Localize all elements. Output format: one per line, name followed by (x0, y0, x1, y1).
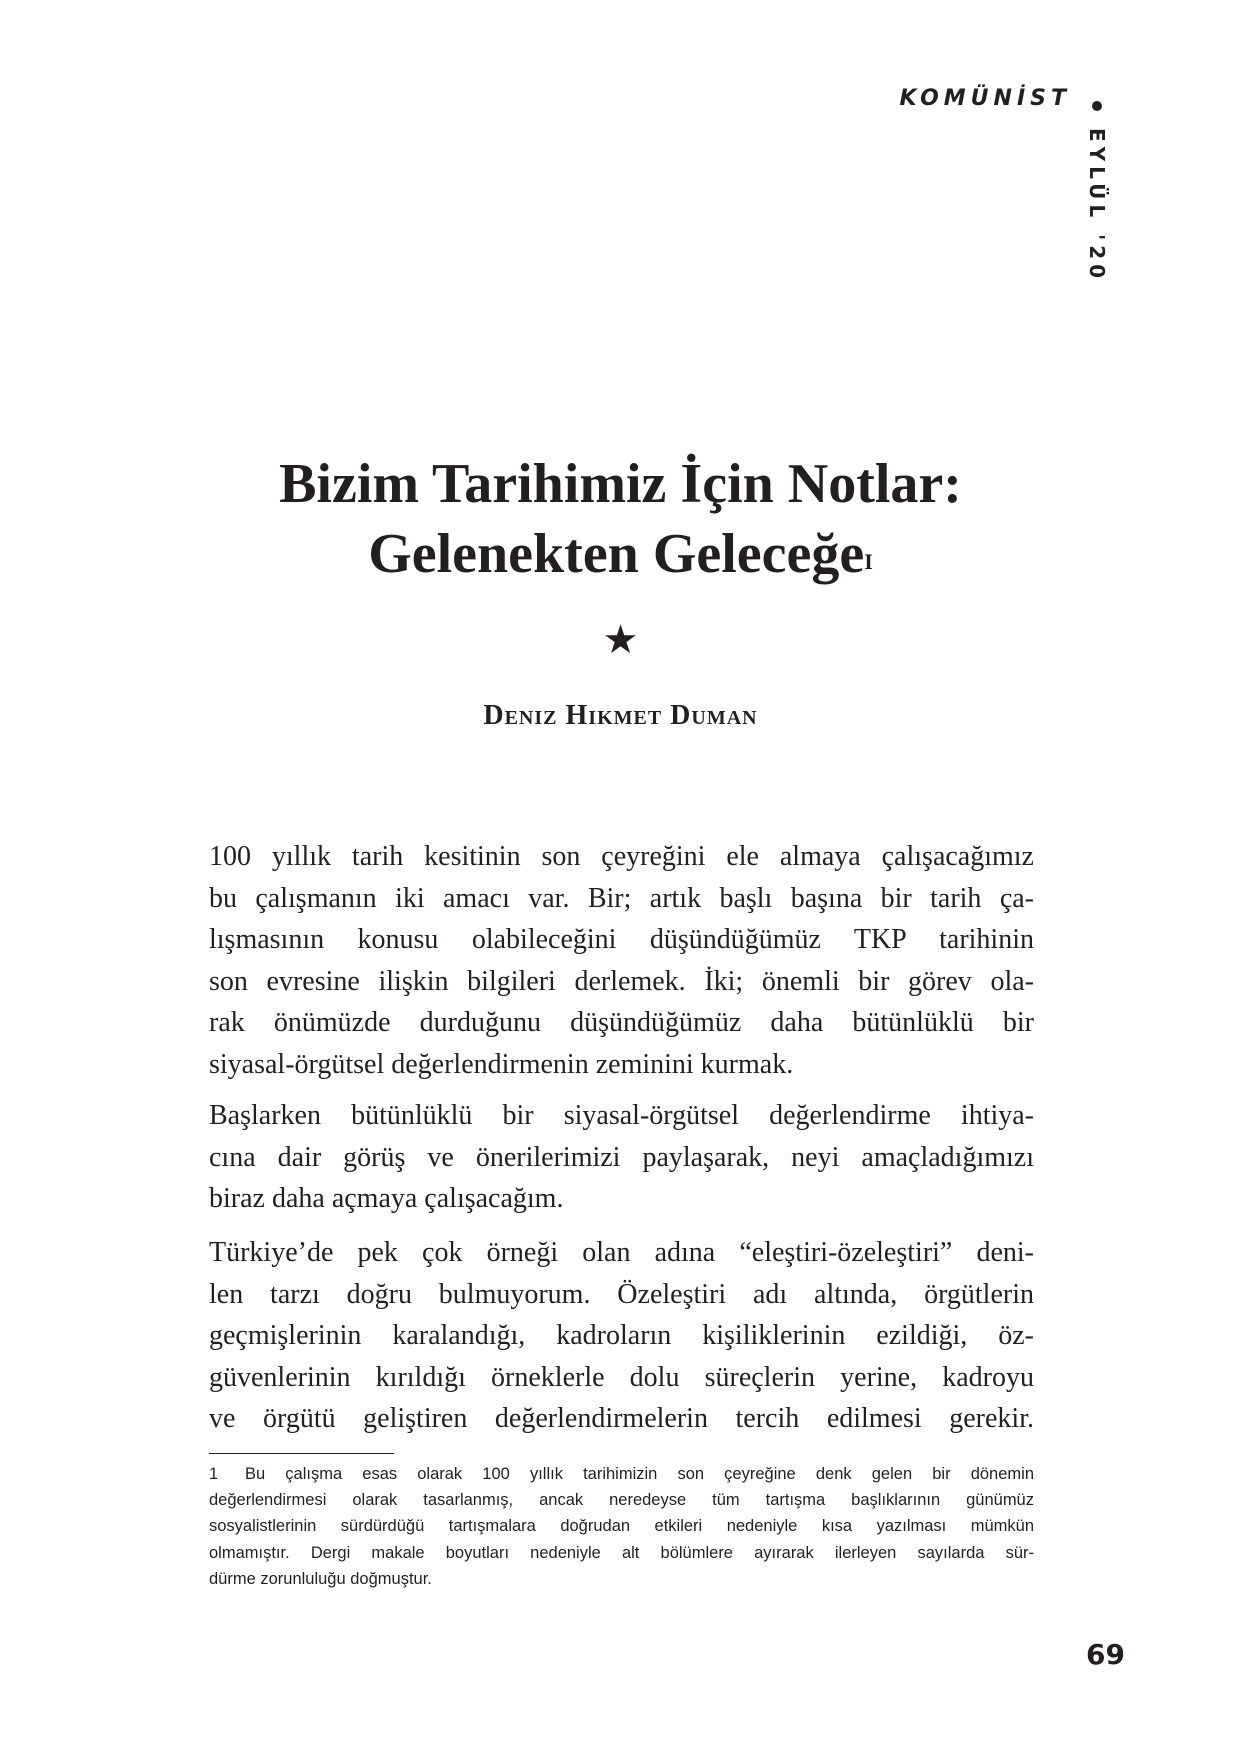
text-line: Türkiye’de pek çok örneği olan adına “eleştiri-özeleştiri” deni- (209, 1237, 1034, 1268)
title-footnote-mark: I (864, 549, 873, 574)
text-line: rak önümüzde durduğunu düşündüğümüz daha bütünlüklü bir (209, 1007, 1034, 1038)
text-line: Başlarken bütünlüklü bir siyasal-örgütsel değerlendirme ihtiya- (209, 1100, 1034, 1131)
text-line: len tarzı doğru bulmuyorum. Özeleştiri adı altında, örgütlerin (209, 1278, 1034, 1310)
text-line: lışmasının konusu olabileceğini düşündüğümüz TKP tarihinin (209, 924, 1034, 955)
paragraph-2 (209, 1095, 1034, 1220)
footnote-line: dürme zorunluluğu doğmuştur. (209, 1569, 432, 1588)
paragraph-1 (209, 836, 1034, 1085)
text-line: bu çalışmanın iki amacı var. Bir; artık başlı başına bir tarih ça- (209, 882, 1034, 914)
article-title-line2 (0, 522, 1241, 586)
footnote-divider (209, 1453, 394, 1454)
text-line: 100 yıllık tarih kesitinin son çeyreğini ele almaya çalışacağımız (209, 841, 1034, 872)
issue-date: EYLÜL '20 (1085, 128, 1109, 284)
text-line: güvenlerinin kırıldığı örneklerle dolu süreçlerin yerine, kadroyu (209, 1361, 1034, 1393)
star-icon: ★ (602, 617, 639, 663)
bullet-dot-icon (1092, 101, 1102, 111)
text-line: ve örgütü geliştiren değerlendirmelerin tercih edilmesi gerekir. (209, 1403, 1034, 1434)
footnote-line: sosyalistlerinin sürdürdüğü tartışmalara doğrudan etkileri nedeniyle kısa yazılması mümkün (209, 1517, 1034, 1536)
footnote-line: Bu çalışma esas olarak 100 yıllık tarihimizin son çeyreğine denk gelen bir dönemin (245, 1465, 1034, 1483)
paragraph-3 (209, 1232, 1034, 1440)
text-line: biraz daha açmaya çalışacağım. (209, 1183, 564, 1214)
title-text: Gelenekten Geleceğe (368, 523, 865, 585)
text-line: son evresine ilişkin bilgileri derlemek. İki; önemli bir görev ola- (209, 965, 1034, 997)
author-name: Deniz Hikmet Duman (483, 700, 758, 731)
article-title-line1: Bizim Tarihimiz İçin Notlar: (279, 453, 962, 515)
footnote-line: değerlendirmesi olarak tasarlanmış, ancak neredeyse tüm tartışma başlıklarının günümüz (209, 1491, 1034, 1510)
text-line: geçmişlerinin karalandığı, kadroların kişiliklerinin ezildiği, öz- (209, 1320, 1034, 1351)
footnote-line: olmamıştır. Dergi makale boyutları nedeniyle alt bölümlere ayırarak ilerleyen sayılarda sür- (209, 1543, 1034, 1562)
text-line: cına dair görüş ve önerilerimizi paylaşarak, neyi amaçladığımızı (209, 1141, 1034, 1173)
magazine-name: KOMÜNİST (899, 86, 1071, 111)
page-number: 69 (1086, 1638, 1125, 1671)
footnote (209, 1461, 1034, 1592)
text-line: siyasal-örgütsel değerlendirmenin zeminini kurmak. (209, 1048, 794, 1080)
footnote-number: 1 (209, 1465, 219, 1483)
